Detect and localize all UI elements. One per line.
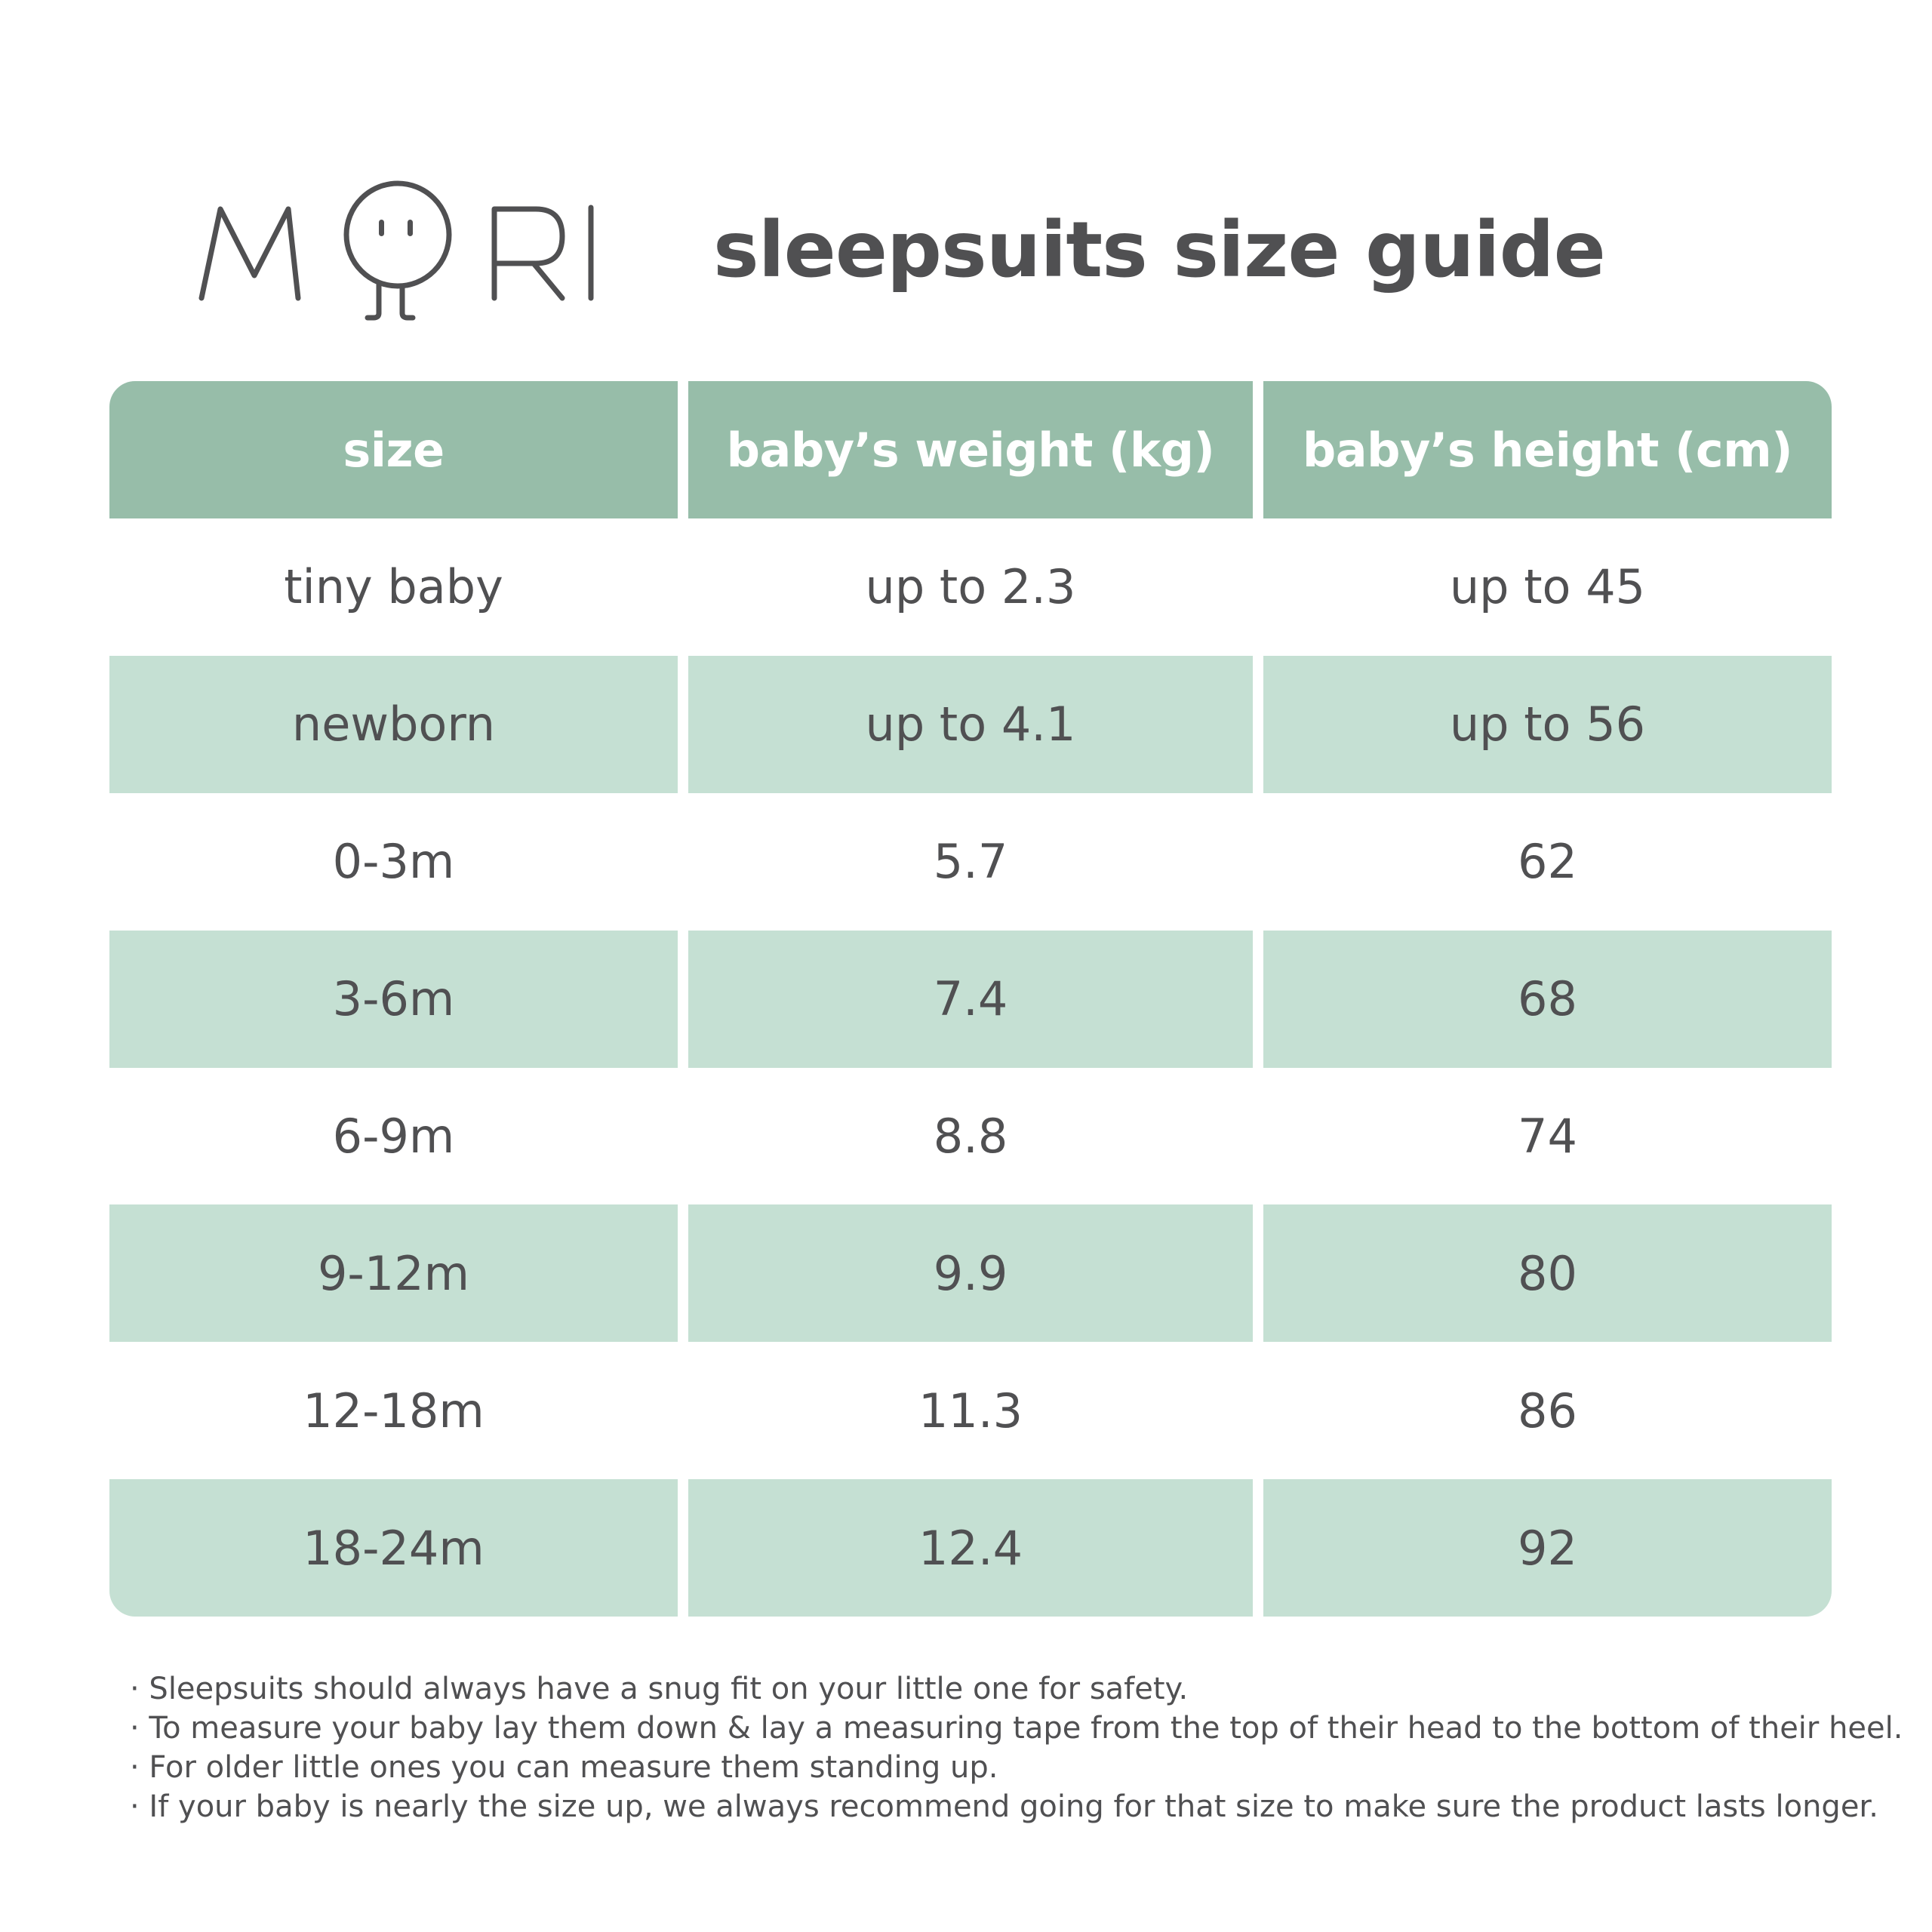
table-cell-size: 18-24m: [109, 1479, 678, 1617]
table-cell-weight: up to 2.3: [688, 518, 1253, 656]
table-cell-height: 86: [1263, 1342, 1832, 1479]
mori-logo-mark: [192, 162, 600, 328]
table-cell-weight: 11.3: [688, 1342, 1253, 1479]
table-cell-height: 62: [1263, 793, 1832, 931]
table-cell-size: 6-9m: [109, 1068, 678, 1205]
mori-logo: [192, 162, 600, 328]
header-weight: baby’s weight (kg): [688, 381, 1253, 518]
table-cell-weight: 5.7: [688, 793, 1253, 931]
table-cell-size: 3-6m: [109, 931, 678, 1068]
logo-text: [192, 328, 193, 329]
table-cell-size: 12-18m: [109, 1342, 678, 1479]
header-size: size: [109, 381, 678, 518]
table-cell-height: 80: [1263, 1204, 1832, 1342]
table-cell-weight: 9.9: [688, 1204, 1253, 1342]
header-height: baby’s height (cm): [1263, 381, 1832, 518]
table-cell-height: 74: [1263, 1068, 1832, 1205]
table-cell-height: up to 45: [1263, 518, 1832, 656]
note-item: · Sleepsuits should always have a snug fit on your little one for safety.: [130, 1672, 1189, 1706]
table-cell-weight: 12.4: [688, 1479, 1253, 1617]
table-cell-weight: 8.8: [688, 1068, 1253, 1205]
table-cell-weight: 7.4: [688, 931, 1253, 1068]
note-item: · If your baby is nearly the size up, we always recommend going for that size to make sure the product lasts longer.: [130, 1789, 1878, 1824]
page-title: sleepsuits size guide: [713, 205, 1605, 295]
size-table: [109, 381, 1832, 1617]
table-cell-size: 9-12m: [109, 1204, 678, 1342]
table-cell-size: tiny baby: [109, 518, 678, 656]
notes-list: [130, 1669, 1903, 1826]
note-item: · For older little ones you can measure them standing up.: [130, 1750, 998, 1785]
table-cell-height: 68: [1263, 931, 1832, 1068]
table-cell-size: newborn: [109, 656, 678, 793]
table-cell-height: 92: [1263, 1479, 1832, 1617]
note-item: · To measure your baby lay them down & lay a measuring tape from the top of their head to the bottom of their heel.: [130, 1711, 1903, 1746]
table-cell-size: 0-3m: [109, 793, 678, 931]
table-cell-weight: up to 4.1: [688, 656, 1253, 793]
table-cell-height: up to 56: [1263, 656, 1832, 793]
